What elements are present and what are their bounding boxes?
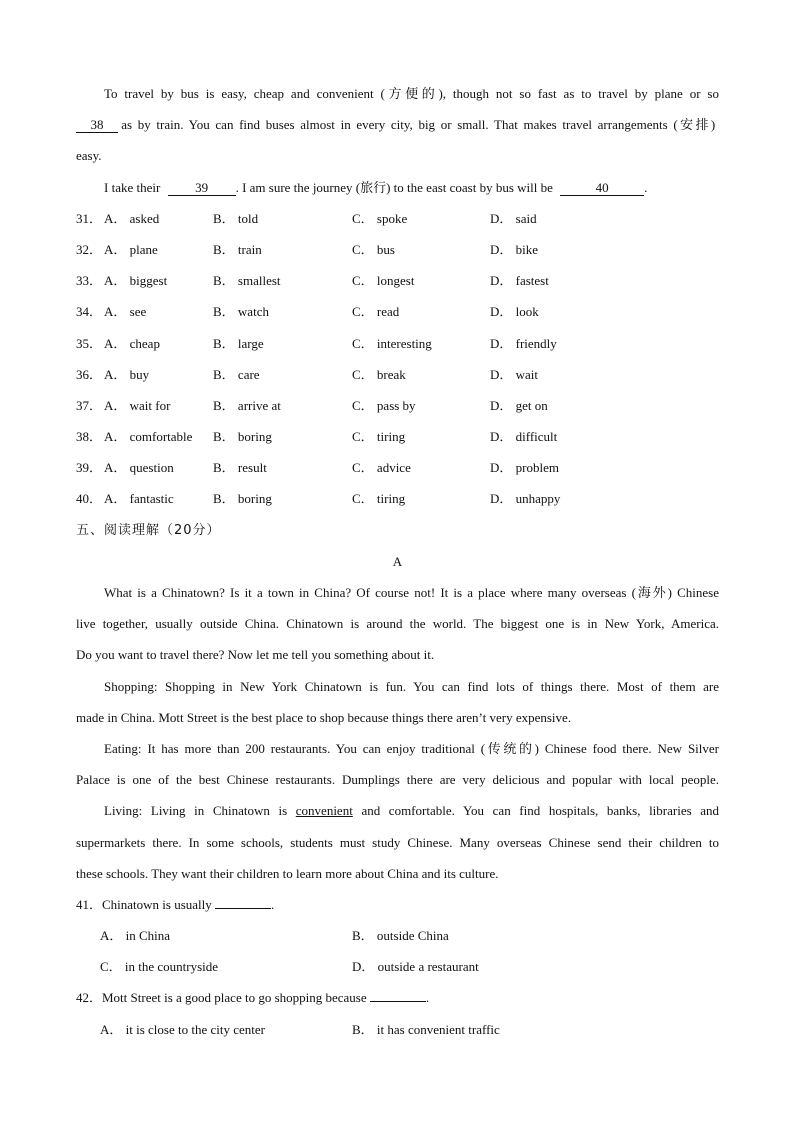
question-row xyxy=(76,483,719,514)
question-number: 40． xyxy=(76,491,103,507)
cloze-options xyxy=(76,203,719,515)
option-a[interactable]: A． comfortable xyxy=(104,429,193,445)
question-number: 35． xyxy=(76,335,103,351)
question-text: . xyxy=(271,896,275,912)
option-b[interactable]: B． result xyxy=(213,460,267,476)
question-row xyxy=(76,328,719,359)
cloze-text: To travel by bus is easy, cheap and convenient (方便的), though not so fast as to travel by plane or so xyxy=(104,86,719,101)
option-a[interactable]: A． cheap xyxy=(104,335,160,351)
option-b[interactable]: B． smallest xyxy=(213,273,281,289)
option-row xyxy=(76,1014,719,1045)
passage-line: made in China. Mott Street is the best place to shop because things there aren’t very expensive. xyxy=(76,709,572,725)
question-stem xyxy=(76,889,719,920)
option-c[interactable]: C． longest xyxy=(352,273,415,289)
answer-blank[interactable] xyxy=(215,908,271,909)
option-b[interactable]: B． boring xyxy=(213,429,272,445)
cloze-text: as by train. You can find buses almost in every city, big or small. That makes travel arrangements (安排) xyxy=(121,117,716,133)
passage-line: live together, usually outside China. Chinatown is around the world. The biggest one is in New York, America. xyxy=(76,616,719,632)
option-a[interactable]: A． it is close to the city center xyxy=(100,1021,265,1037)
cloze-text: easy. xyxy=(76,148,102,164)
option-a[interactable]: A． asked xyxy=(104,210,160,226)
option-a[interactable]: A． in China xyxy=(100,928,171,944)
option-b[interactable]: B． boring xyxy=(213,491,272,507)
question-number: 34． xyxy=(76,304,103,320)
cloze-line-3 xyxy=(76,140,719,171)
option-c[interactable]: C． tiring xyxy=(352,429,406,445)
page xyxy=(76,78,719,1045)
option-b[interactable]: B． watch xyxy=(213,304,269,320)
option-c[interactable]: C． read xyxy=(352,304,400,320)
option-a[interactable]: A． see xyxy=(104,304,147,320)
cloze-line-1 xyxy=(76,78,719,109)
option-a[interactable]: A． wait for xyxy=(104,397,171,413)
question-text: 41．Chinatown is usually xyxy=(76,896,212,912)
cloze-text: . xyxy=(644,179,648,195)
option-c[interactable]: C． interesting xyxy=(352,335,432,351)
question-number: 33． xyxy=(76,273,103,289)
option-a[interactable]: A． question xyxy=(104,460,174,476)
option-a[interactable]: A． biggest xyxy=(104,273,168,289)
option-b[interactable]: B． care xyxy=(213,366,260,382)
option-row xyxy=(76,951,719,982)
question-number: 32． xyxy=(76,241,103,257)
question-number: 38． xyxy=(76,429,103,445)
option-d[interactable]: D． problem xyxy=(490,460,559,476)
option-a[interactable]: A． fantastic xyxy=(104,491,174,507)
blank-38: 38 xyxy=(76,117,118,133)
passage-line: Do you want to travel there? Now let me tell you something about it. xyxy=(76,647,435,663)
option-d[interactable]: D． friendly xyxy=(490,335,557,351)
option-d[interactable]: D． bike xyxy=(490,241,539,257)
option-c[interactable]: C． spoke xyxy=(352,210,408,226)
passage-line: Palace is one of the best Chinese restaurants. Dumplings there are very delicious and popular with local people. xyxy=(76,772,719,788)
question-text: . xyxy=(425,990,430,1006)
option-b[interactable]: B． outside China xyxy=(352,928,449,944)
passage-line: these schools. They want their children to learn more about China and its culture. xyxy=(76,865,499,881)
answer-blank[interactable] xyxy=(370,1001,426,1002)
cloze-line-4 xyxy=(76,172,719,203)
option-b[interactable]: B． large xyxy=(213,335,264,351)
passage-text: Living: Living in Chinatown is xyxy=(104,803,288,819)
option-b[interactable]: B． arrive at xyxy=(213,397,281,413)
option-row xyxy=(76,920,719,951)
option-c[interactable]: C． break xyxy=(352,366,406,382)
option-d[interactable]: D． said xyxy=(490,210,537,226)
option-c[interactable]: C． pass by xyxy=(352,397,416,413)
question-row xyxy=(76,359,719,390)
cloze-text: I take their xyxy=(104,179,161,195)
option-d[interactable]: D． outside a restaurant xyxy=(352,959,479,975)
option-b[interactable]: B． it has convenient traffic xyxy=(352,1021,500,1037)
question-row xyxy=(76,265,719,296)
option-c[interactable]: C． in the countryside xyxy=(100,959,219,975)
option-c[interactable]: C． advice xyxy=(352,460,411,476)
option-b[interactable]: B． train xyxy=(213,241,262,257)
option-c[interactable]: C． tiring xyxy=(352,491,406,507)
passage-text: and comfortable. You can find hospitals, banks, libraries and xyxy=(361,803,719,819)
question-row xyxy=(76,203,719,234)
option-a[interactable]: A． plane xyxy=(104,241,158,257)
option-a[interactable]: A． buy xyxy=(104,366,150,382)
option-d[interactable]: D． fastest xyxy=(490,273,549,289)
passage-line: Shopping: Shopping in New York Chinatown is fun. You can find lots of things there. Most of them are xyxy=(104,678,719,694)
question-text: 42．Mott Street is a good place to go shopping because xyxy=(76,990,367,1006)
question-row xyxy=(76,421,719,452)
passage-line: Eating: It has more than 200 restaurants. You can enjoy traditional (传统的) Chinese food there. New Silver xyxy=(104,740,719,756)
cloze-line-2 xyxy=(76,109,719,140)
passage-label: A xyxy=(392,553,403,569)
question-row xyxy=(76,390,719,421)
option-b[interactable]: B． told xyxy=(213,210,259,226)
passage-line: What is a Chinatown? Is it a town in China? Of course not! It is a place where many overseas (海外) Chinese xyxy=(104,585,719,600)
section-title: 五、阅读理解（20分） xyxy=(76,522,221,538)
question-number: 37． xyxy=(76,397,103,413)
option-d[interactable]: D． look xyxy=(490,304,539,320)
question-number: 31． xyxy=(76,210,103,226)
question-number: 36． xyxy=(76,366,103,382)
underlined-word: convenient xyxy=(295,803,353,819)
option-d[interactable]: D． unhappy xyxy=(490,491,561,507)
question-row xyxy=(76,234,719,265)
blank-39: 39 xyxy=(168,180,236,196)
cloze-text: . I am sure the journey (旅行) to the east coast by bus will be xyxy=(235,179,553,195)
question-number: 39． xyxy=(76,460,103,476)
passage-line: supermarkets there. In some schools, students must study Chinese. Many overseas Chinese send their children to xyxy=(76,834,719,850)
option-d[interactable]: D． get on xyxy=(490,397,548,413)
question-row xyxy=(76,452,719,483)
question-stem xyxy=(76,982,719,1013)
option-d[interactable]: D． difficult xyxy=(490,429,558,445)
passage-line xyxy=(76,795,719,826)
option-d[interactable]: D． wait xyxy=(490,366,539,382)
option-c[interactable]: C． bus xyxy=(352,241,395,257)
question-row xyxy=(76,296,719,327)
blank-40: 40 xyxy=(560,180,644,196)
